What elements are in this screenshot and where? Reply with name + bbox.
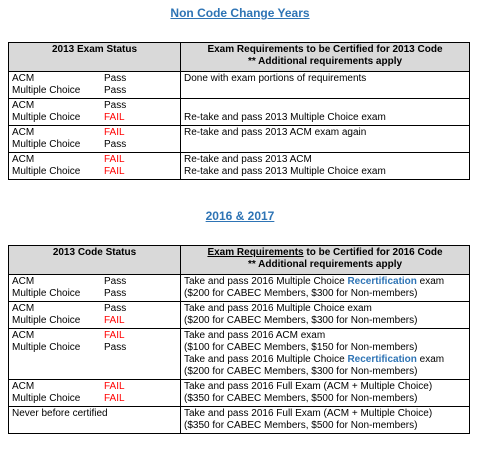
requirement-line: Take and pass 2016 Full Exam (ACM + Multiple Choice) [184, 381, 433, 392]
status-cell [9, 72, 181, 99]
header-subtitle: ** Additional requirements apply [247, 56, 403, 67]
acm-label: ACM [12, 276, 35, 287]
mc-status: Pass [104, 342, 127, 353]
table-row [9, 302, 470, 329]
requirement-line: Take and pass 2016 ACM exam [184, 330, 326, 341]
recertification-highlight: Recertification [347, 276, 417, 287]
status-cell [9, 99, 181, 126]
header-exam-status: 2013 Exam Status [9, 43, 181, 72]
table-2013-requirements [8, 42, 470, 180]
requirement-text: exam [416, 276, 445, 287]
mc-label: Multiple Choice [12, 393, 81, 404]
mc-status: Pass [104, 288, 127, 299]
acm-label: ACM [12, 381, 35, 392]
fee-line: ($200 for CABEC Members, $300 for Non-members) [184, 366, 418, 377]
requirement-line: Re-take and pass 2013 ACM exam again [184, 127, 367, 138]
recertification-highlight: Recertification [347, 354, 417, 365]
mc-label: Multiple Choice [12, 85, 81, 96]
acm-label: ACM [12, 73, 35, 84]
section2-heading: 2016 & 2017 [205, 209, 275, 223]
mc-status: Pass [104, 139, 127, 150]
status-cell [9, 407, 181, 434]
section1-heading: Non Code Change Years [170, 6, 310, 20]
acm-label: ACM [12, 127, 35, 138]
acm-status: Pass [104, 303, 127, 314]
acm-status: Pass [104, 73, 127, 84]
mc-label: Multiple Choice [12, 288, 81, 299]
fee-line: ($350 for CABEC Members, $500 for Non-members) [184, 393, 418, 404]
table-row [9, 407, 470, 434]
requirement-text: Take and pass 2016 Multiple Choice [184, 276, 348, 287]
mc-status: FAIL [104, 166, 125, 177]
header-exam-requirements [181, 43, 470, 72]
acm-status: FAIL [104, 154, 125, 165]
requirement-text: Take and pass 2016 Multiple Choice [184, 354, 348, 365]
fee-line: ($200 for CABEC Members, $300 for Non-members) [184, 315, 418, 326]
requirement-line: Re-take and pass 2013 Multiple Choice exam [184, 166, 386, 177]
table-row [9, 153, 470, 180]
status-cell [9, 302, 181, 329]
never-certified-label: Never before certified [12, 408, 108, 419]
status-cell [9, 275, 181, 302]
mc-label: Multiple Choice [12, 112, 81, 123]
mc-label: Multiple Choice [12, 139, 81, 150]
header-title-underlined: Exam Requirements [207, 247, 304, 258]
table-header-row [9, 43, 470, 72]
requirement-line: Done with exam portions of requirements [184, 73, 367, 84]
requirement-line [184, 276, 466, 288]
requirement-line: Re-take and pass 2013 ACM [184, 154, 312, 165]
header-exam-requirements [181, 246, 470, 275]
mc-label: Multiple Choice [12, 315, 81, 326]
mc-status: FAIL [104, 393, 125, 404]
status-cell [9, 153, 181, 180]
mc-label: Multiple Choice [12, 342, 81, 353]
requirement-cell [181, 380, 470, 407]
mc-status: Pass [104, 85, 127, 96]
header-subtitle: ** Additional requirements apply [247, 259, 403, 270]
table-row [9, 72, 470, 99]
acm-label: ACM [12, 100, 35, 111]
acm-status: FAIL [104, 381, 125, 392]
requirement-cell [181, 153, 470, 180]
header-code-status: 2013 Code Status [9, 246, 181, 275]
status-cell [9, 380, 181, 407]
requirement-line: Re-take and pass 2013 Multiple Choice exam [184, 112, 386, 123]
requirement-line [184, 354, 466, 366]
acm-status: Pass [104, 100, 127, 111]
acm-label: ACM [12, 330, 35, 341]
requirement-cell [181, 99, 470, 126]
requirement-cell [181, 72, 470, 99]
acm-status: FAIL [104, 127, 125, 138]
table-row [9, 275, 470, 302]
fee-line: ($200 for CABEC Members, $300 for Non-members) [184, 288, 418, 299]
requirement-cell [181, 407, 470, 434]
table-row [9, 126, 470, 153]
table-row [9, 99, 470, 126]
requirement-line: Take and pass 2016 Full Exam (ACM + Multiple Choice) [184, 408, 433, 419]
mc-status: FAIL [104, 315, 125, 326]
header-title [184, 247, 466, 259]
fee-line: ($100 for CABEC Members, $150 for Non-members) [184, 342, 418, 353]
header-title: Exam Requirements to be Certified for 2013 Code [207, 44, 443, 55]
header-title-rest: to be Certified for 2016 Code [303, 247, 443, 258]
requirement-cell [181, 329, 470, 380]
status-cell [9, 329, 181, 380]
table-row [9, 380, 470, 407]
requirement-line: Take and pass 2016 Multiple Choice exam [184, 303, 372, 314]
table-row [9, 329, 470, 380]
mc-status: FAIL [104, 112, 125, 123]
fee-line: ($350 for CABEC Members, $500 for Non-members) [184, 420, 418, 431]
status-cell [9, 126, 181, 153]
requirement-cell [181, 275, 470, 302]
table-header-row [9, 246, 470, 275]
acm-status: Pass [104, 276, 127, 287]
requirement-text: exam [416, 354, 445, 365]
acm-label: ACM [12, 154, 35, 165]
requirement-cell [181, 302, 470, 329]
mc-label: Multiple Choice [12, 166, 81, 177]
acm-status: FAIL [104, 330, 125, 341]
requirement-cell [181, 126, 470, 153]
table-2016-requirements [8, 245, 470, 434]
acm-label: ACM [12, 303, 35, 314]
